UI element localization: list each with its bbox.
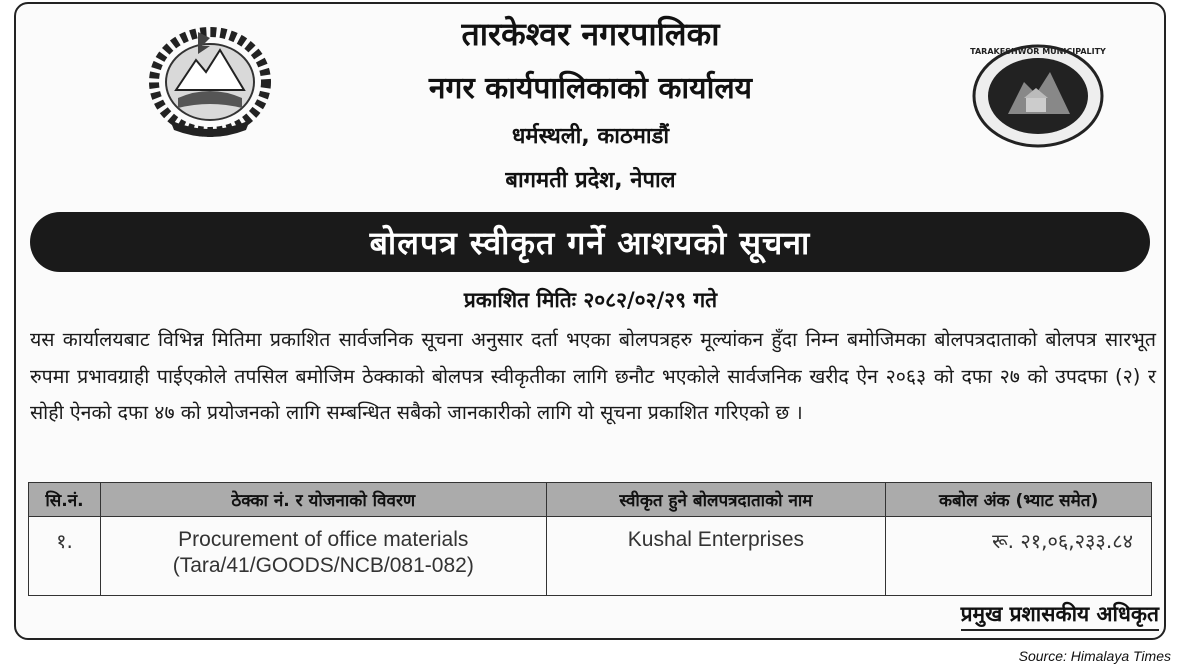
notice-body-paragraph: यस कार्यालयबाट विभिन्न मितिमा प्रकाशित सार्वजनिक सूचना अनुसार दर्ता भएका बोलपत्रहरु मूल्यांकन हुँदा निम्न बमोजिमका बोलपत्रदाताको बोलपत्र सारभूत रुपमा प्रभावग्राही पाईएकोले तपसिल बमोजिम ठेक्काको बोलपत्र स्वीकृतीका लागि छनौट भएकोले सार्वजनिक खरीद ऐन २०६३ को दफा २७ को उपदफा (२) र सोही ऐनको दफा ४७ को प्रयोजनको लागि सम्बन्धित सबैको जानकारीको लागि यो सूचना प्रकाशित गरिएको छ । <box>30 328 1156 424</box>
col-header-bidder: स्वीकृत हुने बोलपत्रदाताको नाम <box>546 483 886 517</box>
table-header-row <box>29 483 1152 517</box>
cell-amount: रू. २१,०६,२३३.८४ <box>886 517 1152 596</box>
table-row <box>29 517 1152 596</box>
municipality-logo-text: TARAKESHWOR MUNICIPALITY <box>970 47 1106 56</box>
bidder-name: Kushal Enterprises <box>627 528 805 551</box>
col-header-amount: कबोल अंक (भ्याट समेत) <box>886 483 1152 517</box>
office-location: धर्मस्थली, काठमाडौं <box>511 124 670 149</box>
municipality-name: तारकेश्वर नगरपालिका <box>461 15 720 53</box>
cell-sn: १. <box>29 517 101 596</box>
province-country: बागमती प्रदेश, नेपाल <box>505 168 676 193</box>
publication-date: प्रकाशित मितिः २०८२/०२/२९ गते <box>463 288 718 312</box>
col-header-contract: ठेक्का नं. र योजनाको विवरण <box>100 483 546 517</box>
signatory-title: प्रमुख प्रशासकीय अधिकृत <box>961 600 1159 631</box>
contract-number: (Tara/41/GOODS/NCB/081-082) <box>172 554 474 577</box>
cell-bidder <box>546 517 886 596</box>
col-header-sn: सि.नं. <box>29 483 101 517</box>
office-name: नगर कार्यपालिकाको कार्यालय <box>428 71 753 106</box>
notice-title: बोलपत्र स्वीकृत गर्ने आशयको सूचना <box>369 223 811 262</box>
cell-contract <box>100 517 546 596</box>
notice-title-banner <box>30 212 1150 272</box>
source-credit: Source: Himalaya Times <box>1018 648 1171 664</box>
project-title: Procurement of office materials <box>178 528 469 551</box>
bid-acceptance-table <box>28 482 1152 596</box>
